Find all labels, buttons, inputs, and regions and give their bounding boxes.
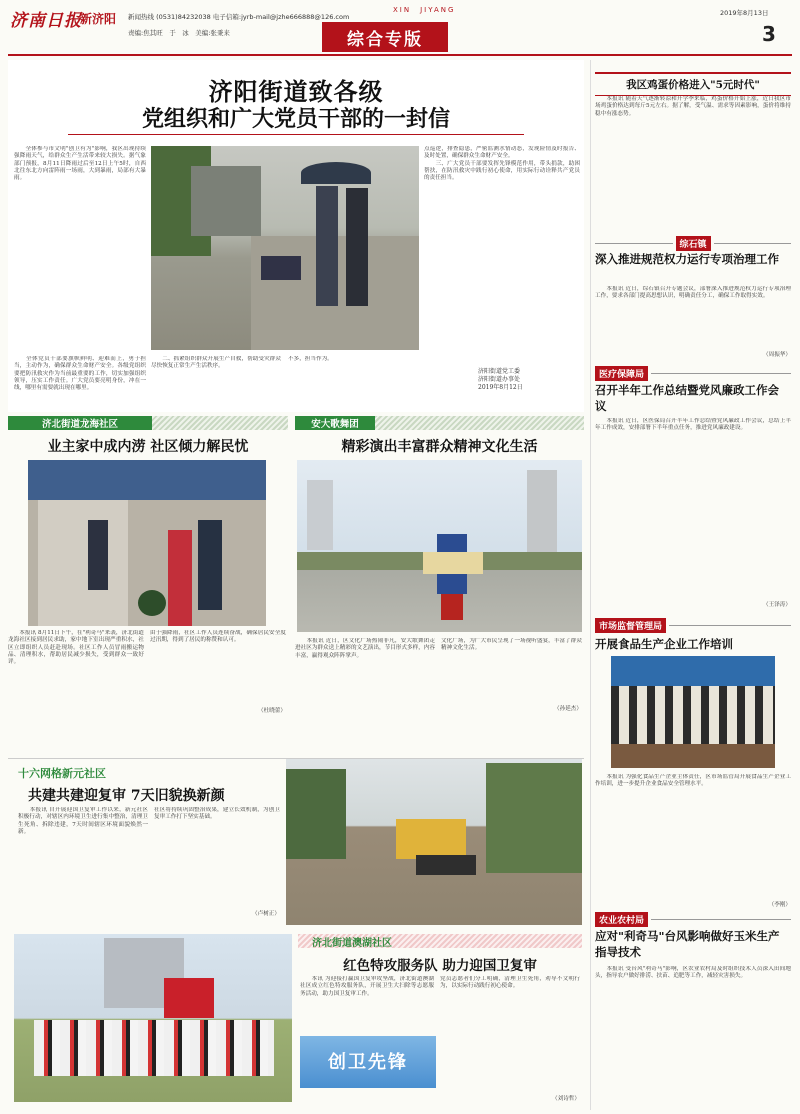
lead-body-col2: 全体党员干部要旗帜鲜明、迎难而上，勇于担当，主动作为，确保群众生命财产安全。各级党组织要把防汛救灾作为当前最重要的工作，切实加强组织领导，压实工作责任。广大党员要亮明身份，冲在一线，哪里有需要就出现在哪里。 <box>14 356 146 392</box>
right-body: 本报讯 受台风"利奇马"影响，区农业农村局及时组织技术人员深入田间地头，指导农户做好排涝、扶苗、追肥等工作，减轻灾害损失。 <box>595 966 791 980</box>
story-tag: 济北街道龙海社区 <box>8 416 152 430</box>
story-title: 红色特攻服务队 助力迎国卫复审 <box>343 958 537 974</box>
story-title: 业主家中成内涝 社区倾力解民忧 <box>47 439 249 455</box>
right-title: 我区鸡蛋价格进入"5元时代" <box>595 72 791 96</box>
right-title: 开展食品生产企业工作培训 <box>595 637 733 651</box>
story-body: 本讯 为迎接打赢国卫复审攻坚战，济北街道澳湖社区成立红色特攻服务队，开展卫生大扫除等志愿服务活动，助力国卫复审工作。 <box>300 976 434 997</box>
lead-title-underline <box>68 134 524 135</box>
story-photo <box>286 759 582 925</box>
header-rule <box>8 54 792 56</box>
lead-body-col3: 二、抓紧组织群众开展生产自救，帮助受灾群众尽快恢复正常生产生活秩序。 <box>151 356 281 370</box>
right-column <box>590 60 792 1110</box>
header <box>0 0 800 60</box>
lead-title-line1: 济阳街道致各级 <box>208 77 384 106</box>
lead-article <box>8 60 584 412</box>
story-author: （杜晓蕾） <box>258 708 286 714</box>
lead-body-col1: 全体参与市文明"创卫有为"影响，我区出现持续强降雨天气，给群众生产生活带来较大损失。据气象部门预报，8月11日降雨过后至12日上午5时，自西北往东北方向雷阵雨一场雨，大到暴雨，局部有大暴雨。 <box>14 146 146 182</box>
lead-body-col4: 不多，担当作为。 <box>288 356 333 362</box>
right-body: 本报讯 近日，综石镇召开专题会议，部署深入推进规范权力运行专项治理工作，要求各部门提高思想认识，明确责任分工，确保工作取得实效。 <box>595 286 791 300</box>
lead-signature: 济阳街道党工委 济阳街道办事处 2019年8月12日 <box>478 368 523 391</box>
issue-date: 2019年8月13日 <box>720 9 769 17</box>
story-xinyuan <box>8 758 584 924</box>
editors-line: 责编:焦其旺 于 冰 美编:张秉来 <box>128 29 230 37</box>
story-photo <box>14 934 292 1102</box>
story-aohu <box>8 928 584 1108</box>
right-author: （周振华） <box>763 352 791 358</box>
right-body: 本报讯 随着天气逐渐转凉和开学季来临，鸡蛋价格开始上涨，近日我区市场鸡蛋价格达到每斤5元左右。据了解，受气温、需求等因素影响，蛋价将维持稳中有涨态势。 <box>595 96 791 117</box>
story-tag: 安大歌舞团 <box>295 416 375 430</box>
lead-photo <box>151 146 419 350</box>
banner-text: 创卫先锋 <box>328 1052 408 1073</box>
right-section-label: 医疗保障局 <box>595 366 791 381</box>
umbrella-icon <box>301 162 371 184</box>
section-title: 综合专版 <box>347 29 423 50</box>
story-photo <box>297 460 582 632</box>
story-body: 本报讯 8月11日下午，在"利奇马"来袭，济北街道龙海社区接到居民求助，家中地下室出现严重积水，社区立即组织人员赶赴现场。社区工作人员冒雨搬运物品、清理积水，帮助居民减少损失，受到群众一致好评。 <box>8 630 144 666</box>
story-longhai <box>8 416 288 722</box>
lead-body-col5: 点巡逻，排查隐患，严密监测水情动态，发现险情及时报告、及时处置，确保群众生命财产安全。 三、广大党员干部要发挥先锋模范作用，带头捐款，助困帮扶，在防汛救灾中践行初心使命，用实际行动诠释共产党员的责任担当。 <box>424 146 580 182</box>
pinyin-label: XIN JIYANG <box>393 6 456 14</box>
story-author: （孙延杰） <box>554 706 582 712</box>
story-body-2: 文化广场，为广大市民呈现了一场视听盛宴，丰富了群众精神文化生活。 <box>441 638 582 652</box>
right-section-label: 综石镇 <box>595 236 791 251</box>
story-author: （刘诗哲） <box>552 1096 580 1102</box>
story-body: 本报讯 自开展迎国卫复审工作以来，新元社区积极行动，对辖区内环境卫生进行集中整治，清理卫生死角、拆除违建，7天时间辖区环境面貌焕然一新。 <box>18 807 148 835</box>
story-body-2: 由于强降雨，社区工作人员连续奋战，确保居民安全度过汛期，得到了居民的称赞和认可。 <box>150 630 286 644</box>
story-body: 本报讯 近日，区文化广场热闹非凡，安大歌舞团走进社区为群众送上精彩的文艺演出，节目形式多样，内容丰富，赢得观众阵阵掌声。 <box>295 638 435 659</box>
right-photo <box>611 656 775 768</box>
hotline-line: 新闻热线 (0531)84232038 电子信箱:jyrb-mail@jzhe666888@126.com <box>128 13 350 21</box>
story-title: 共建共建迎复审 7天旧貌换新颜 <box>28 788 225 804</box>
right-title: 应对"利奇马"台风影响做好玉米生产指导技术 <box>595 929 780 959</box>
story-body-2: 社区将持续巩固整治成果，建立长效机制，为创卫复审工作打下坚实基础。 <box>154 807 280 821</box>
page-number: 3 <box>762 22 776 46</box>
right-section-label: 农业农村局 <box>595 912 791 927</box>
story-title: 精彩演出丰富群众精神文化生活 <box>341 439 538 455</box>
right-author: （王泽涛） <box>763 602 791 608</box>
lead-title-line2: 党组织和广大党员干部的一封信 <box>141 106 450 132</box>
story-tag: 十六网格新元社区 <box>18 767 106 780</box>
right-author: （李刚） <box>768 902 791 908</box>
right-section-label: 市场监督管理局 <box>595 618 791 633</box>
section-banner <box>322 22 448 52</box>
story-anda <box>295 416 584 722</box>
banner-image <box>300 1036 436 1088</box>
right-body: 本报讯 近日，区医保局召开半年工作总结暨党风廉政工作会议，总结上半年工作成效，安排部署下半年重点任务，推进党风廉政建设。 <box>595 418 791 432</box>
story-photo <box>28 460 266 626</box>
story-body-2: 党员志愿者们分工明确，清理卫生死角，劝导不文明行为，以实际行动践行初心使命。 <box>440 976 580 990</box>
story-author: （卢树正） <box>252 911 280 917</box>
right-body: 本报讯 为强化食品生产企业主体责任，区市场监管局开展食品生产企业工作培训，进一步提升企业食品安全管理水平。 <box>595 774 791 788</box>
story-tag: 济北街道澳湖社区 <box>312 937 392 949</box>
newspaper-sublogo: 新济阳 <box>80 12 117 26</box>
right-title: 深入推进规范权力运行专项治理工作 <box>595 252 779 266</box>
right-title: 召开半年工作总结暨党风廉政工作会议 <box>595 383 779 413</box>
newspaper-logo: 济南日报 <box>10 11 82 31</box>
